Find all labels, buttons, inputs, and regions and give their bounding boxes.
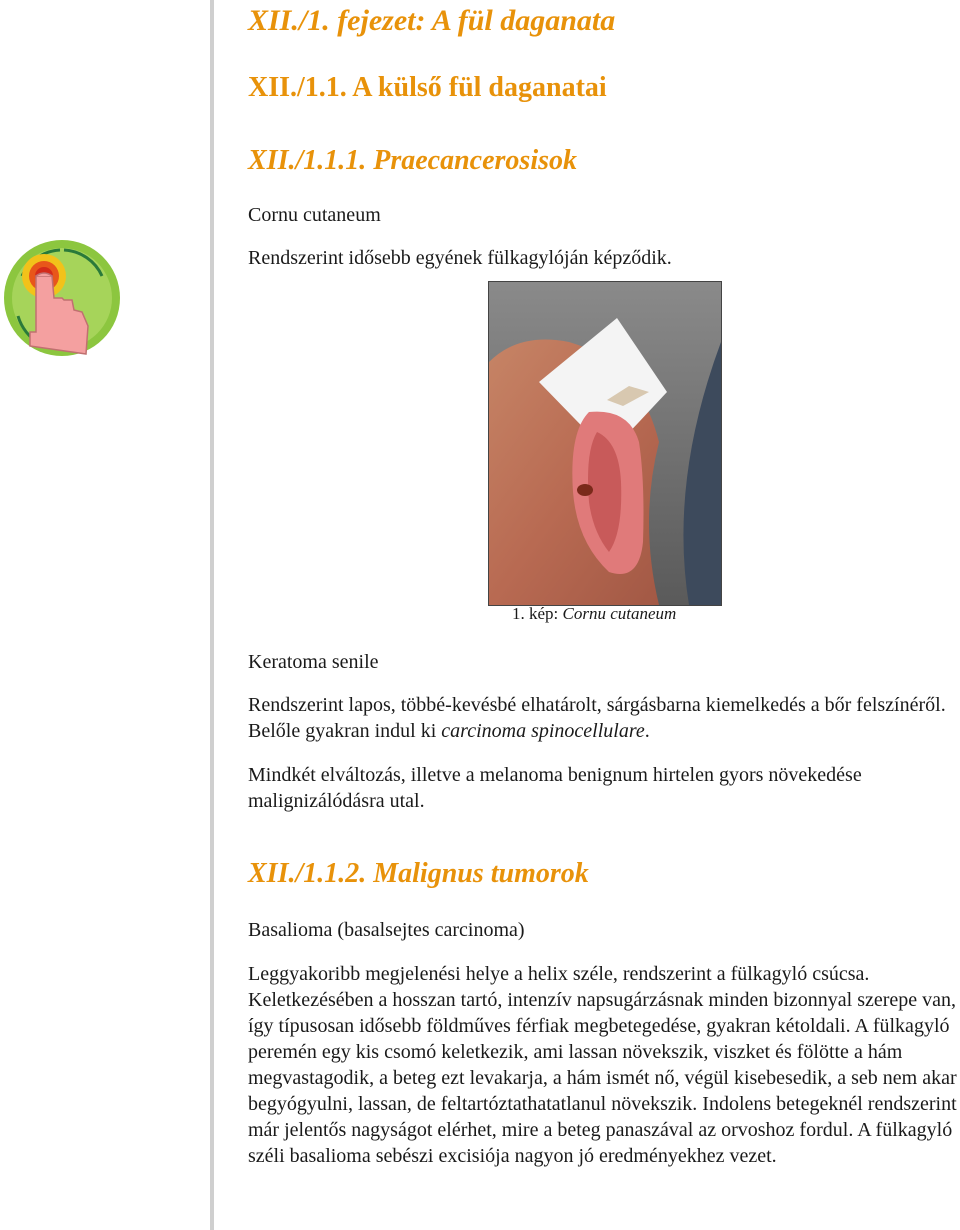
touch-finger-icon: [0, 236, 124, 360]
chapter-heading: XII./1. fejezet: A fül daganata: [248, 4, 616, 37]
keratoma-title: Keratoma senile: [248, 651, 379, 673]
section-heading: XII./1.1. A külső fül daganatai: [248, 72, 607, 103]
cornu-title: Cornu cutaneum: [248, 204, 381, 226]
cornu-text: Rendszerint idősebb egyének fülkagylóján képződik.: [248, 247, 672, 269]
figure-caption-number: 1. kép:: [512, 604, 559, 623]
margin-rule: [210, 0, 214, 1230]
keratoma-text: [248, 692, 960, 744]
keratoma-text-part-b: .: [644, 720, 650, 742]
figure-caption-text: Cornu cutaneum: [562, 604, 677, 623]
subsection-heading-malignus: XII./1.1.2. Malignus tumorok: [248, 858, 589, 889]
keratoma-text-part-a: Rendszerint lapos, többé-kevésbé elhatárolt, sárgásbarna kiemelkedés a bőr felszínéről. Belőle gyakran indul ki: [248, 694, 946, 742]
keratoma-text-italic: carcinoma spinocellulare: [441, 720, 645, 742]
basalioma-title: Basalioma (basalsejtes carcinoma): [248, 919, 525, 941]
subsection-heading-praecancerosisok: XII./1.1.1. Praecancerosisok: [248, 145, 577, 176]
ear-photo: [488, 281, 722, 606]
figure-caption: [512, 604, 676, 624]
basalioma-text: Leggyakoribb megjelenési helye a helix széle, rendszerint a fülkagyló csúcsa. Keletkezésében a hosszan tartó, intenzív napsugárzásnak minden bizonnyal szerepe van, így típusosan idősebb földműves férfiak megbetegedése, gyakran kétoldali. A fülkagyló peremén egy kis csomó keletkezik, ami lassan növekszik, viszket és fölötte a hám megvastagodik, a beteg ezt levakarja, a hám ismét nő, végül kisebesedik, a seb nem akar begyógyulni, lassan, de feltartóztathatatlanul növekszik. Indolens betegeknél rendszerint már jelentős nagyságot elérhet, mire a beteg panaszával az orvoshoz fordul. A fülkagyló széli basalioma sebészi excisiója nagyon jó eredményekhez vezet.: [248, 963, 957, 1167]
keratoma-text-2: Mindkét elváltozás, illetve a melanoma benignum hirtelen gyors növekedése malignizálódásra utal.: [248, 764, 862, 812]
